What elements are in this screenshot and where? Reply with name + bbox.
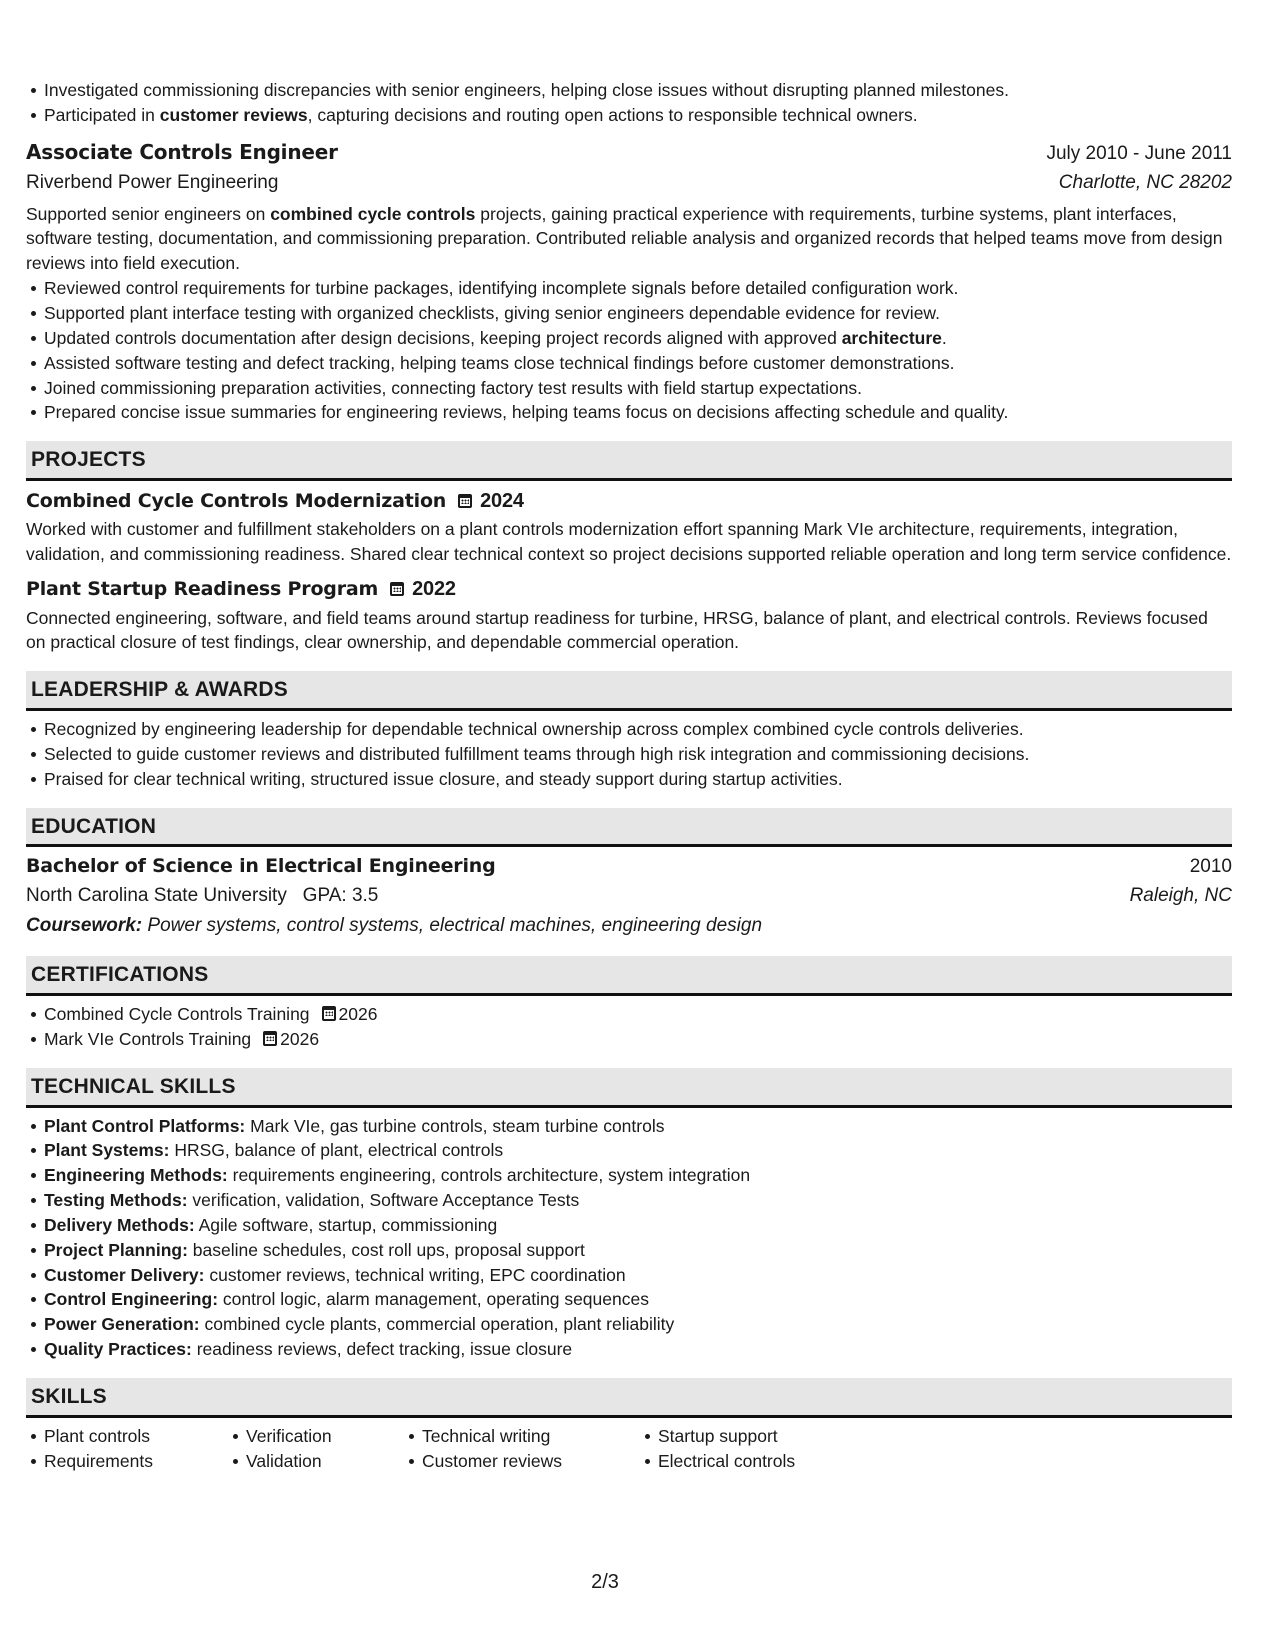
list-item: Quality Practices: readiness reviews, defect tracking, issue closure [44, 1337, 1232, 1362]
section-heading-certifications: CERTIFICATIONS [26, 956, 1232, 996]
skills-column [26, 1424, 228, 1474]
education-entry [26, 853, 1232, 940]
project-title: Combined Cycle Controls Modernization [26, 489, 447, 512]
list-item: Recognized by engineering leadership for dependable technical ownership across complex combined cycle controls deliveries. [44, 717, 1232, 742]
calendar-icon [458, 494, 472, 508]
section-heading-leadership: LEADERSHIP & AWARDS [26, 671, 1232, 711]
list-item: Customer reviews [422, 1449, 640, 1474]
list-item: Assisted software testing and defect tracking, helping teams close technical findings before customer demonstrations. [44, 351, 1232, 376]
list-item: Startup support [658, 1424, 858, 1449]
job-title: Associate Controls Engineer [26, 139, 338, 164]
list-item: Technical writing [422, 1424, 640, 1449]
gpa: GPA: 3.5 [302, 885, 379, 907]
list-item: Prepared concise issue summaries for engineering reviews, helping teams focus on decisions affecting schedule and quality. [44, 400, 1232, 425]
list-item: Customer Delivery: customer reviews, technical writing, EPC coordination [44, 1263, 1232, 1288]
company-name: Riverbend Power Engineering [26, 171, 279, 193]
section-heading-projects: PROJECTS [26, 441, 1232, 481]
degree: Bachelor of Science in Electrical Engineering [26, 855, 496, 878]
list-item: Plant Control Platforms: Mark VIe, gas turbine controls, steam turbine controls [44, 1114, 1232, 1139]
list-item: Investigated commissioning discrepancies with senior engineers, helping close issues without disrupting planned milestones. [44, 78, 1232, 103]
job-location: Charlotte, NC 28202 [1058, 171, 1232, 193]
list-item: Praised for clear technical writing, structured issue closure, and steady support during startup activities. [44, 767, 1232, 792]
list-item: Project Planning: baseline schedules, cost roll ups, proposal support [44, 1238, 1232, 1263]
list-item: Power Generation: combined cycle plants, commercial operation, plant reliability [44, 1312, 1232, 1337]
list-item: Electrical controls [658, 1449, 858, 1474]
school-name: North Carolina State University [26, 885, 287, 907]
list-item: Verification [246, 1424, 404, 1449]
skills-grid [26, 1424, 1232, 1474]
skills-column [228, 1424, 404, 1474]
list-item: Combined Cycle Controls Training 2026 [44, 1002, 1232, 1027]
list-item: Validation [246, 1449, 404, 1474]
list-item: Control Engineering: control logic, alarm management, operating sequences [44, 1287, 1232, 1312]
list-item: Updated controls documentation after design decisions, keeping project records aligned with approved architecture. [44, 326, 1232, 351]
previous-job-bullets [26, 78, 1232, 128]
project-year: 2024 [480, 490, 524, 513]
skills-column [640, 1424, 858, 1474]
graduation-year: 2010 [1189, 856, 1232, 878]
list-item: Delivery Methods: Agile software, startup, commissioning [44, 1213, 1232, 1238]
list-item: Plant controls [44, 1424, 228, 1449]
page-number: 2/3 [591, 1571, 619, 1593]
calendar-icon [322, 1006, 336, 1021]
leadership-list [26, 717, 1232, 792]
list-item: Engineering Methods: requirements engineering, controls architecture, system integration [44, 1163, 1232, 1188]
list-item: Selected to guide customer reviews and distributed fulfillment teams through high risk integration and commissioning decisions. [44, 742, 1232, 767]
section-heading-skills: SKILLS [26, 1378, 1232, 1418]
project-year: 2022 [412, 578, 456, 601]
job-bullets [26, 276, 1232, 425]
calendar-icon [390, 582, 404, 596]
list-item: Supported plant interface testing with organized checklists, giving senior engineers dependable evidence for review. [44, 301, 1232, 326]
section-heading-technical-skills: TECHNICAL SKILLS [26, 1068, 1232, 1108]
section-heading-education: EDUCATION [26, 808, 1232, 848]
skills-column [404, 1424, 640, 1474]
project-description: Worked with customer and fulfillment stakeholders on a plant controls modernization effort spanning Mark VIe architecture, requirements, integration, validation, and commissioning readiness. Shared clear technical context so project decisions supported reliable operation and long term service confidence. [26, 519, 1232, 565]
list-item: Testing Methods: verification, validation, Software Acceptance Tests [44, 1188, 1232, 1213]
coursework: Coursework: Power systems, control systems, electrical machines, engineering design [26, 915, 763, 937]
project-entry [26, 487, 1232, 567]
project-description: Connected engineering, software, and field teams around startup readiness for turbine, HRSG, balance of plant, and electrical controls. Reviews focused on practical closure of test findings, clear ownership, and dependable commercial operation. [26, 607, 1208, 653]
job-dates: July 2010 - June 2011 [1046, 142, 1232, 164]
project-entry [26, 575, 1232, 655]
calendar-icon [263, 1031, 277, 1046]
list-item: Reviewed control requirements for turbine packages, identifying incomplete signals before detailed configuration work. [44, 276, 1232, 301]
school-location: Raleigh, NC [1129, 885, 1232, 907]
technical-skills-list [26, 1114, 1232, 1362]
job-summary: Supported senior engineers on combined cycle controls projects, gaining practical experience with requirements, turbine systems, plant interfaces, software testing, documentation, and commissioning preparation. Contributed reliable analysis and organized records that helped teams move from design reviews into field execution. [26, 203, 1223, 274]
list-item: Joined commissioning preparation activities, connecting factory test results with field startup expectations. [44, 376, 1232, 401]
list-item: Mark VIe Controls Training 2026 [44, 1027, 1232, 1052]
list-item: Plant Systems: HRSG, balance of plant, electrical controls [44, 1138, 1232, 1163]
list-item: Requirements [44, 1449, 228, 1474]
job-entry [26, 138, 1232, 426]
certifications-list [26, 1002, 1232, 1052]
list-item: Participated in customer reviews, capturing decisions and routing open actions to responsible technical owners. [44, 103, 1232, 128]
project-title: Plant Startup Readiness Program [26, 577, 379, 600]
